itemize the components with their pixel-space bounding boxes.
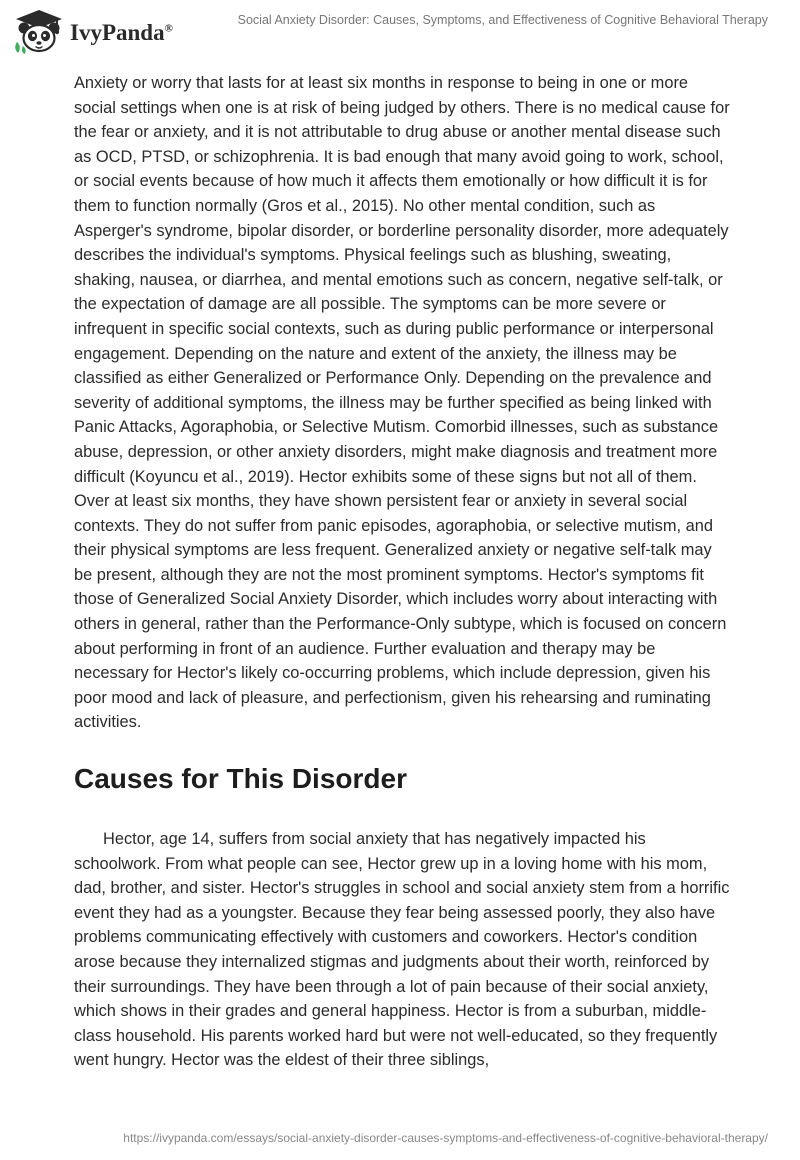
essay-body bbox=[74, 71, 734, 1073]
page-header bbox=[0, 0, 800, 60]
ivypanda-logo[interactable] bbox=[12, 8, 173, 54]
logo-wordmark: IvyPanda® bbox=[70, 20, 173, 45]
section-heading: Causes for This Disorder bbox=[74, 763, 407, 795]
registered-mark: ® bbox=[164, 22, 173, 35]
body-paragraph: Anxiety or worry that lasts for at least six months in response to being in one or more social settings when one is at risk of being judged by others. There is no medical cause for the fear or anxiety, and it is not attributable to drug abuse or another mental disease such as OCD, PTSD, or schizophrenia. It is bad enough that many avoid going to work, school, or social events because of how much it affects them emotionally or how difficult it is for them to function normally (Gros et al., 2015). No other mental condition, such as Asperger's syndrome, bipolar disorder, or borderline personality disorder, more adequately describes the individual's symptoms. Physical feelings such as blushing, sweating, shaking, nausea, or diarrhea, and mental emotions such as concern, negative self-talk, or the expectation of damage are all possible. The symptoms can be more severe or infrequent in specific social contexts, such as during public performance or interpersonal engagement. Depending on the nature and extent of the anxiety, the illness may be classified as either Generalized or Performance Only. Depending on the prevalence and severity of additional symptoms, the illness may be further specified as being linked with Panic Attacks, Agoraphobia, or Selective Mutism. Comorbid illnesses, such as substance abuse, depression, or other anxiety disorders, might make diagnosis and treatment more difficult (Koyuncu et al., 2019). Hector exhibits some of these signs but not all of them. Over at least six months, they have shown persistent fear or anxiety in several social contexts. They do not suffer from panic episodes, agoraphobia, or selective mutism, and their physical symptoms are less frequent. Generalized anxiety or negative self-talk may be present, although they are not the most prominent symptoms. Hector's symptoms fit those of Generalized Social Anxiety Disorder, which includes worry about interacting with others in general, rather than the Performance-Only subtype, which is focused on concern about performing in front of an audience. Further evaluation and therapy may be necessary for Hector's likely co-occurring problems, which include depression, given his poor mood and lack of pleasure, and perfectionism, given his rehearsing and ruminating activities. bbox=[74, 74, 730, 732]
panda-graduate-icon bbox=[12, 8, 66, 54]
source-url[interactable]: https://ivypanda.com/essays/social-anxiety-disorder-causes-symptoms-and-effectiveness-of-cognitive-behavioral-therapy/ bbox=[123, 1131, 768, 1145]
running-title: Social Anxiety Disorder: Causes, Symptoms, and Effectiveness of Cognitive Behavioral Therapy bbox=[237, 13, 768, 27]
body-paragraph: Hector, age 14, suffers from social anxiety that has negatively impacted his schoolwork. From what people can see, Hector grew up in a loving home with his mom, dad, brother, and sister. Hector's struggles in school and social anxiety stem from a horrific event they had as a youngster. Because they fear being assessed poorly, they also have problems communicating effectively with customers and coworkers. Hector's condition arose because they internalized stigmas and judgments about their worth, reinforced by their surroundings. They have been through a lot of pain because of their social anxiety, which shows in their grades and general happiness. Hector is from a suburban, middle-class household. His parents worked hard but were not well-educated, so they frequently went hungry. Hector was the eldest of their three siblings, bbox=[74, 830, 730, 1070]
